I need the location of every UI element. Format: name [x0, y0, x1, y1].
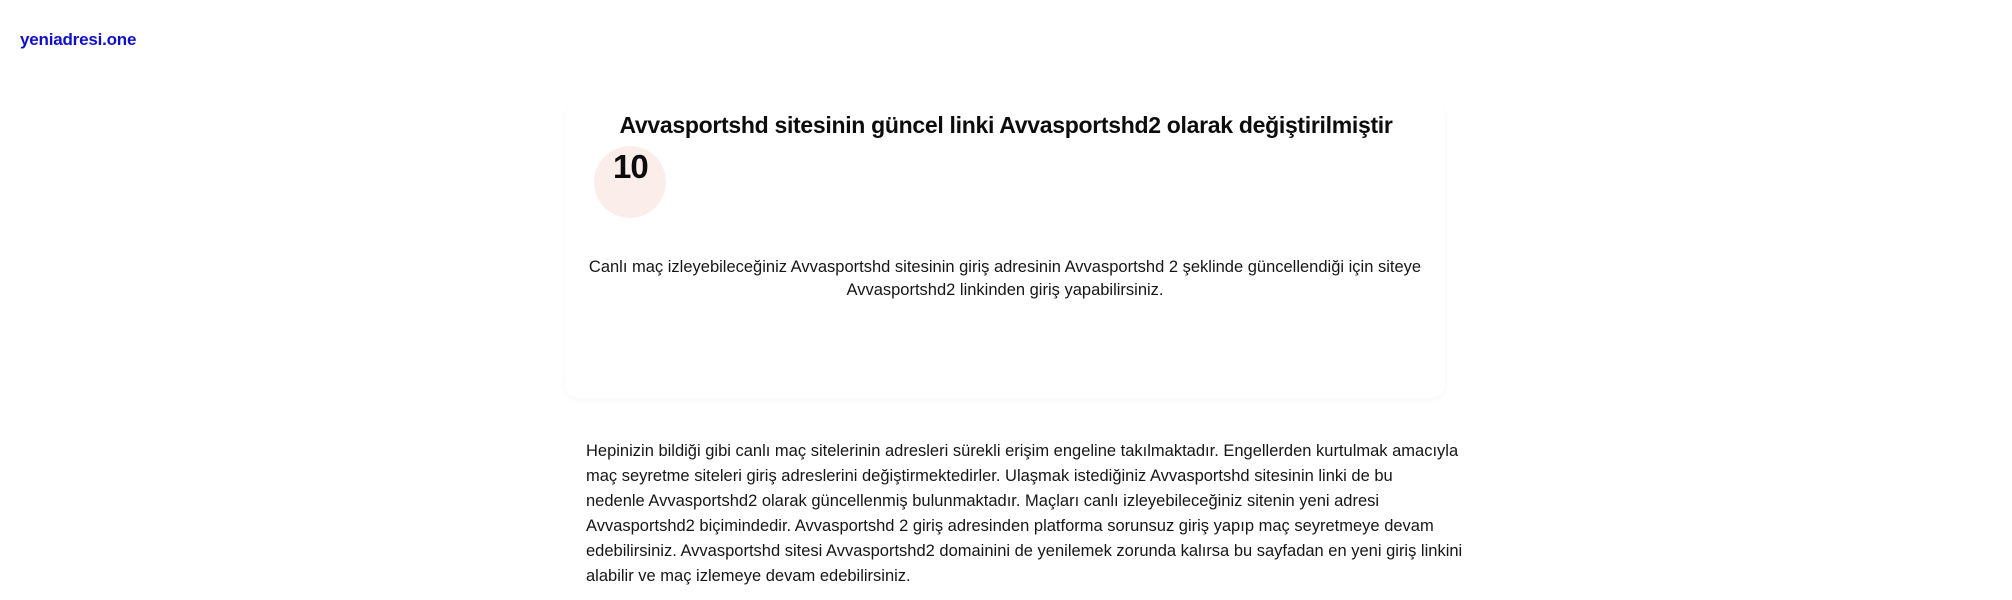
- number-badge: 10: [613, 148, 648, 185]
- article-line: Avvasportshd2 biçimindedir. Avvasportshd 2 giriş adresinden platforma sorunsuz giriş yapıp maç seyretmeye devam: [586, 517, 1434, 535]
- article-line: Hepinizin bildiği gibi canlı maç sitelerinin adresleri sürekli erişim engeline takılmaktadır. Engellerden kurtulmak amacıyla: [586, 442, 1459, 460]
- card-description: [565, 256, 1445, 302]
- site-logo-link[interactable]: yeniadresi.one: [20, 30, 137, 49]
- article-line: nedenle Avvasportshd2 olarak güncellenmiş bulunmaktadır. Maçları canlı izleyebileceğiniz sitenin yeni adresi: [586, 492, 1380, 510]
- article-paragraph: [586, 439, 1463, 589]
- article-line: edebilirsiniz. Avvasportshd sitesi Avvasportshd2 domainini de yenilemek zorunda kalırsa bu sayfadan en yeni giriş linkini: [586, 542, 1463, 560]
- article-line: maç seyretme siteleri giriş adreslerini değiştirmektedirler. Ulaşmak istediğiniz Avvasportshd sitesinin linki de bu: [586, 467, 1393, 485]
- info-card: [565, 100, 1445, 398]
- description-line: Canlı maç izleyebileceğiniz Avvasportshd sitesinin giriş adresinin Avvasportshd 2 şeklinde güncellendiği için siteye: [588, 258, 1422, 276]
- page-title: Avvasportshd sitesinin güncel linki Avvasportshd2 olarak değiştirilmiştir: [619, 112, 1393, 138]
- article-line: alabilir ve maç izlemeye devam edebilirsiniz.: [586, 567, 911, 585]
- description-line: Avvasportshd2 linkinden giriş yapabilirsiniz.: [846, 281, 1164, 299]
